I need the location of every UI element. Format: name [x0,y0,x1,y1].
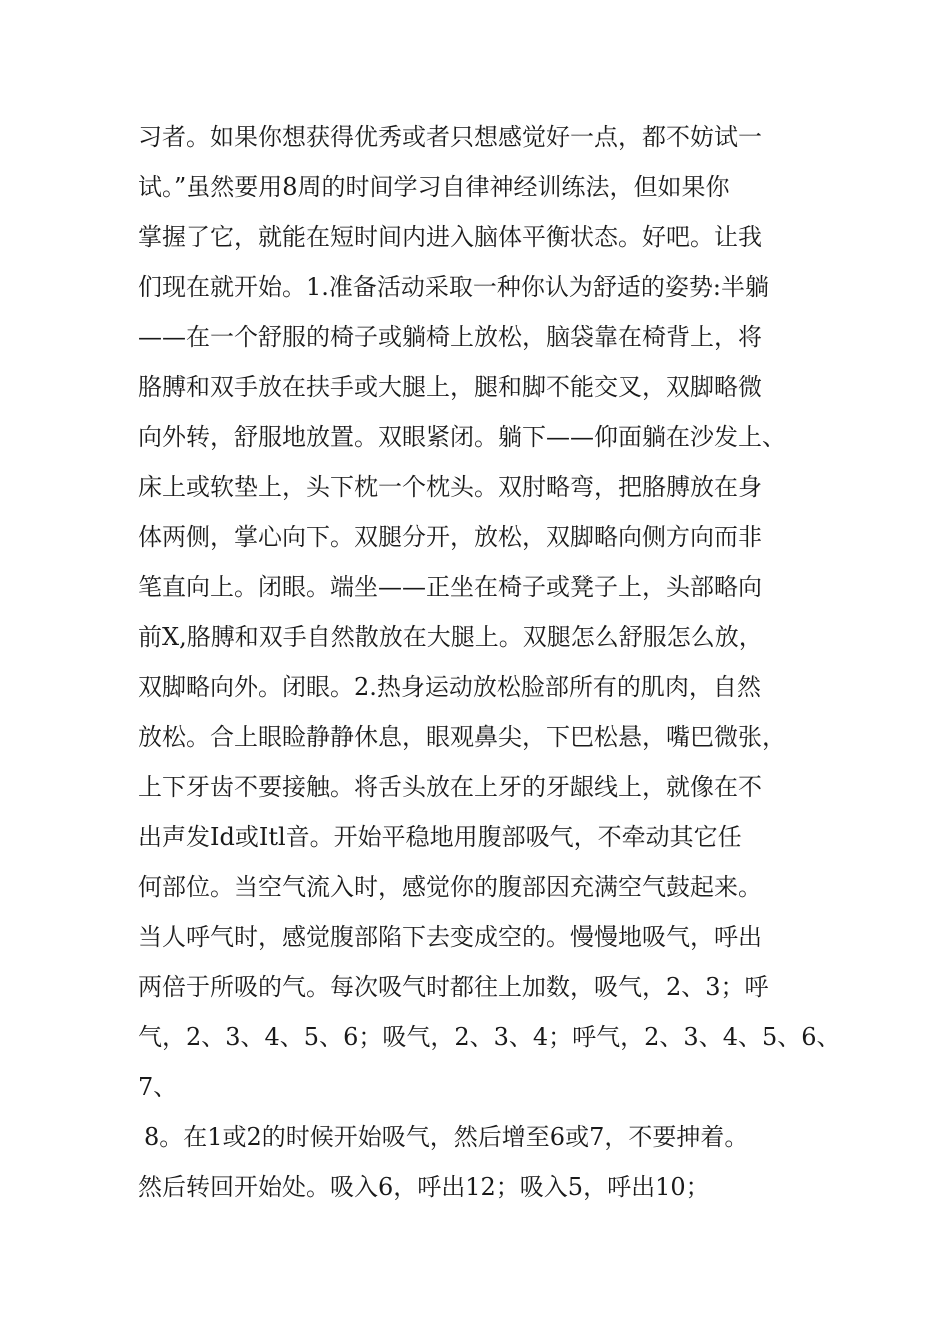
text-line: 试。”虽然要用8周的时间学习自律神经训练法，但如果你 [138,173,730,201]
text-line: 两倍于所吸的气。每次吸气时都往上加数，吸气，2、3；呼 [138,973,769,1001]
text-line: 笔直向上。闭眼。端坐——正坐在椅子或凳子上，头部略向 [138,573,762,601]
text-line: 双脚略向外。闭眼。2.热身运动放松脸部所有的肌肉，自然 [138,673,761,701]
text-line: ——在一个舒服的椅子或躺椅上放松，脑袋靠在椅背上，将 [138,323,762,351]
text-line: 何部位。当空气流入时，感觉你的腹部因充满空气鼓起来。 [138,873,762,901]
text-line: 7、 [138,1073,178,1101]
text-line: 习者。如果你想获得优秀或者只想感觉好一点，都不妨试一 [138,123,762,151]
text-line: 前X,胳膊和双手自然散放在大腿上。双腿怎么舒服怎么放， [138,623,763,651]
text-line: 出声发Id或Itl音。开始平稳地用腹部吸气，不牵动其它任 [138,823,742,851]
text-line: 体两侧，掌心向下。双腿分开，放松，双脚略向侧方向而非 [138,523,762,551]
text-line: 胳膊和双手放在扶手或大腿上，腿和脚不能交叉，双脚略微 [138,373,762,401]
text-line: 向外转，舒服地放置。双眼紧闭。躺下——仰面躺在沙发上、 [138,423,786,451]
text-line: 然后转回开始处。吸入6，呼出12；吸入5，呼出10； [138,1173,710,1201]
text-line: 掌握了它，就能在短时间内进入脑体平衡状态。好吧。让我 [138,223,762,251]
text-line: 上下牙齿不要接触。将舌头放在上牙的牙龈线上，就像在不 [138,773,762,801]
text-line: 8。在1或2的时候开始吸气，然后增至6或7，不要抻着。 [144,1123,749,1151]
text-line: 放松。合上眼睑静静休息，眼观鼻尖，下巴松悬，嘴巴微张， [138,723,786,751]
text-line: 当人呼气时，感觉腹部陷下去变成空的。慢慢地吸气，呼出 [138,923,762,951]
text-line: 们现在就开始。1.准备活动采取一种你认为舒适的姿势:半躺 [138,273,769,301]
text-line: 床上或软垫上，头下枕一个枕头。双肘略弯，把胳膊放在身 [138,473,762,501]
body-text [138,112,841,1212]
text-line: 气，2、3、4、5、6；吸气，2、3、4；呼气，2、3、4、5、6、 [138,1023,841,1051]
